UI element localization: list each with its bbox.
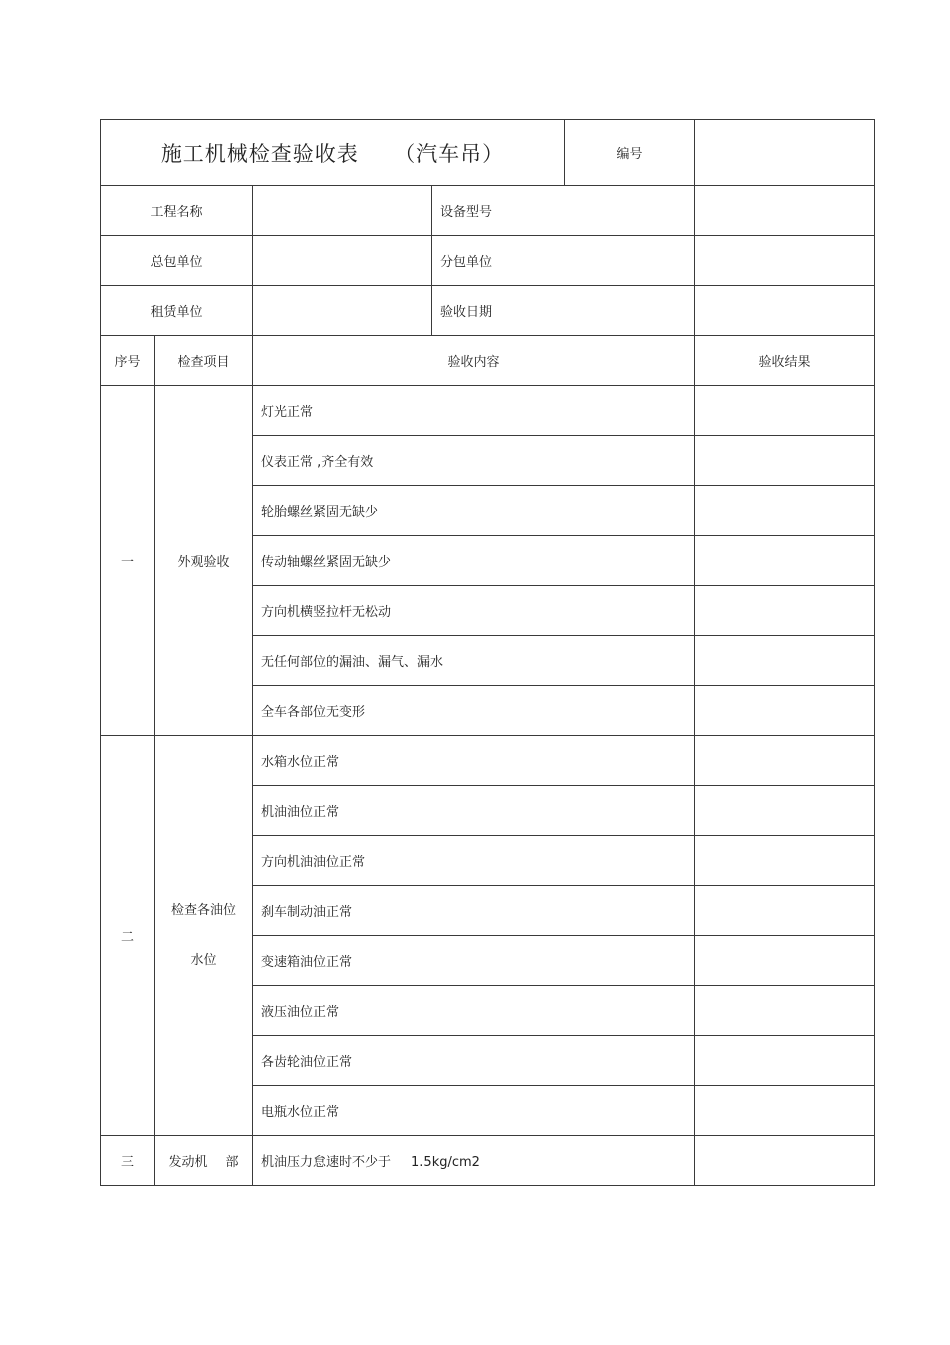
group-item-2-line1: 检查各油位: [170, 902, 236, 918]
check-result-cell[interactable]: [695, 586, 875, 636]
group-item-3-part1: 发动机: [168, 1155, 208, 1170]
project-name-value[interactable]: [253, 186, 432, 236]
check-result-cell[interactable]: [695, 636, 875, 686]
inspection-form-table: [100, 119, 875, 1186]
form-title-text: 施工机械检查验收表: [160, 141, 359, 166]
form-title: [101, 120, 565, 186]
check-content: 轮胎螺丝紧固无缺少: [253, 486, 695, 536]
check-content: 电瓶水位正常: [253, 1086, 695, 1136]
column-header-item: 检查项目: [155, 336, 253, 386]
group-seq-2: 二: [101, 736, 155, 1136]
check-content: 液压油位正常: [253, 986, 695, 1036]
check-result-cell[interactable]: [695, 436, 875, 486]
equipment-model-label: 设备型号: [432, 186, 695, 236]
info-row-project: [101, 186, 875, 236]
check-content: 水箱水位正常: [253, 736, 695, 786]
project-name-label: 工程名称: [101, 186, 253, 236]
form-title-suffix: （汽车吊）: [394, 141, 505, 166]
check-result-cell[interactable]: [695, 1036, 875, 1086]
check-content: 机油油位正常: [253, 786, 695, 836]
check-result-cell[interactable]: [695, 836, 875, 886]
check-result-cell[interactable]: [695, 736, 875, 786]
check-content: [253, 1136, 695, 1186]
column-header-content: 验收内容: [253, 336, 695, 386]
number-value-cell[interactable]: [695, 120, 875, 186]
title-row: [101, 120, 875, 186]
check-result-cell[interactable]: [695, 1086, 875, 1136]
group-seq-3: 三: [101, 1136, 155, 1186]
lessor-value[interactable]: [253, 286, 432, 336]
check-content-text: 机油压力怠速时不少于: [261, 1155, 392, 1170]
check-result-cell[interactable]: [695, 536, 875, 586]
number-label: 编号: [565, 120, 695, 186]
info-row-contractor: [101, 236, 875, 286]
subcontractor-value[interactable]: [695, 236, 875, 286]
subcontractor-label: 分包单位: [432, 236, 695, 286]
check-content: 传动轴螺丝紧固无缺少: [253, 536, 695, 586]
check-content: 全车各部位无变形: [253, 686, 695, 736]
check-result-cell[interactable]: [695, 986, 875, 1036]
acceptance-date-label: 验收日期: [432, 286, 695, 336]
group-item-3-part2: 部: [225, 1155, 239, 1170]
column-header-seq: 序号: [101, 336, 155, 386]
table-row: [101, 386, 875, 436]
check-content: 无任何部位的漏油、漏气、漏水: [253, 636, 695, 686]
lessor-label: 租赁单位: [101, 286, 253, 336]
check-result-cell[interactable]: [695, 936, 875, 986]
general-contractor-label: 总包单位: [101, 236, 253, 286]
group-item-2: [155, 736, 253, 1136]
general-contractor-value[interactable]: [253, 236, 432, 286]
equipment-model-value[interactable]: [695, 186, 875, 236]
table-row: [101, 1136, 875, 1186]
check-result-cell[interactable]: [695, 486, 875, 536]
check-content: 仪表正常 ,齐全有效: [253, 436, 695, 486]
check-content: 方向机油油位正常: [253, 836, 695, 886]
info-row-lessor: [101, 286, 875, 336]
group-item-1: 外观验收: [155, 386, 253, 736]
column-header-result: 验收结果: [695, 336, 875, 386]
check-content-value: 1.5kg/cm2: [411, 1155, 480, 1170]
check-content: 各齿轮油位正常: [253, 1036, 695, 1086]
group-item-3: [155, 1136, 253, 1186]
column-header-row: [101, 336, 875, 386]
check-result-cell[interactable]: [695, 686, 875, 736]
check-content: 灯光正常: [253, 386, 695, 436]
acceptance-date-value[interactable]: [695, 286, 875, 336]
check-result-cell[interactable]: [695, 1136, 875, 1186]
check-content: 刹车制动油正常: [253, 886, 695, 936]
check-content: 变速箱油位正常: [253, 936, 695, 986]
check-content: 方向机横竖拉杆无松动: [253, 586, 695, 636]
check-result-cell[interactable]: [695, 786, 875, 836]
table-row: [101, 736, 875, 786]
group-item-2-line2: 水位: [190, 952, 217, 968]
check-result-cell[interactable]: [695, 886, 875, 936]
group-seq-1: 一: [101, 386, 155, 736]
check-result-cell[interactable]: [695, 386, 875, 436]
